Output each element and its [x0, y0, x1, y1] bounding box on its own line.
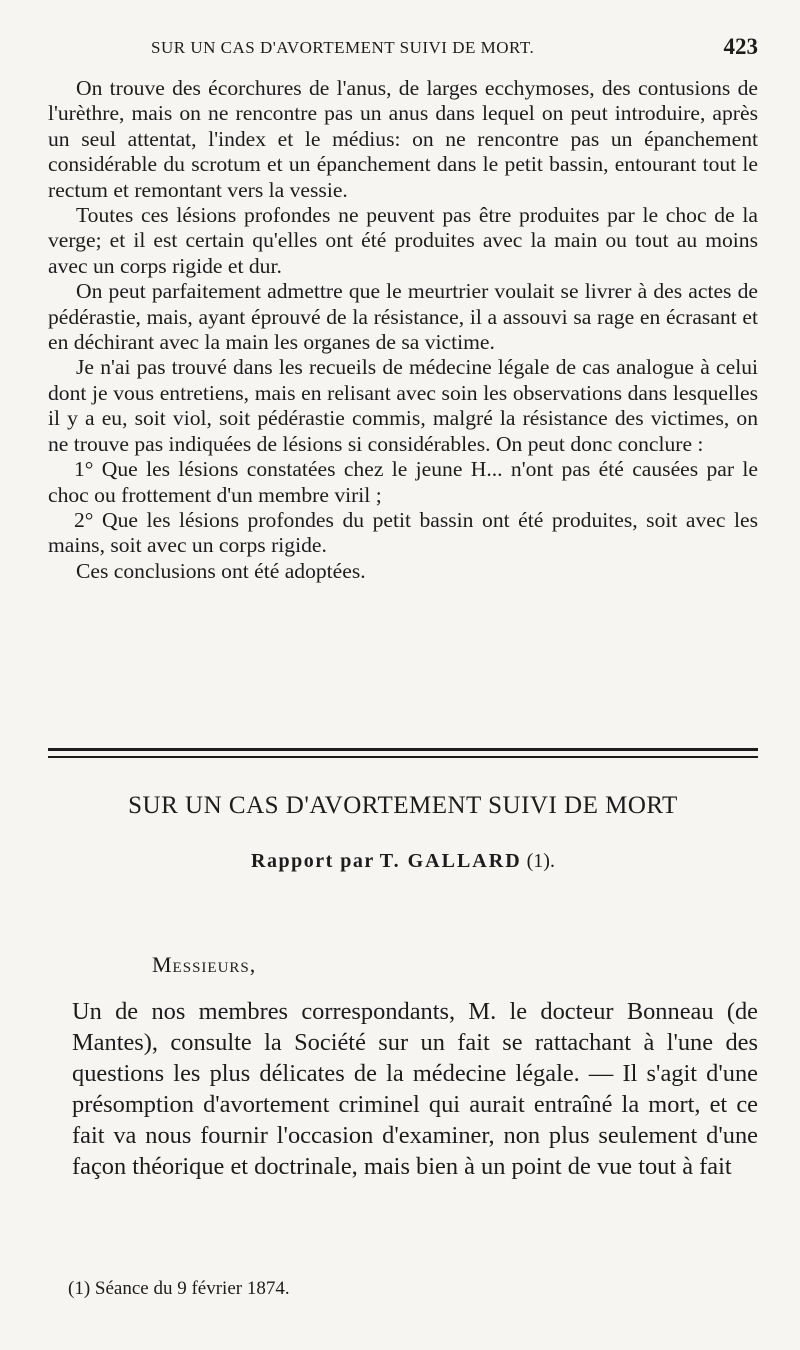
paragraph: Un de nos membres correspondants, M. le docteur Bonneau (de Mantes), consulte la Société sur un fait se rattachant à l'une des questions les plus délicates de la médecine légale. — Il s'agit d'une présomption d'avortement criminel qui aurait entraîné la mort, et ce fait va nous fournir l'occasion d'examiner, non plus seulement d'une façon théorique et doctrinale, mais bien à un point de vue tout à fait	[72, 998, 758, 1180]
paragraph: Ces conclusions ont été adoptées.	[76, 558, 366, 583]
paragraph: On trouve des écorchures de l'anus, de larges ecchymoses, des contusions de l'urèthre, mais on ne rencontre pas un anus dans lequel on peut introduire, après un seul attentat, l'index et le médius: on ne rencontre pas un épanchement considérable du scrotum et un épanchement dans le petit bassin, entourant tout le rectum et remontant vers la vessie.	[48, 76, 758, 202]
conclusion-item: 2° Que les lésions profondes du petit bassin ont été produites, soit avec les mains, soit avec un corps rigide.	[48, 507, 758, 558]
salutation: Messieurs,	[152, 952, 257, 977]
paragraph: On peut parfaitement admettre que le meurtrier voulait se livrer à des actes de pédérastie, mais, ayant éprouvé de la résistance, il a assouvi sa rage en écrasant et en déchirant avec la main les organes de sa victime.	[48, 279, 758, 355]
running-title: SUR UN CAS D'AVORTEMENT SUIVI DE MORT.	[151, 38, 535, 57]
footnote: (1) Séance du 9 février 1874.	[68, 1278, 290, 1299]
report-author: T. GALLARD	[379, 850, 522, 872]
section-title: SUR UN CAS D'AVORTEMENT SUIVI DE MORT	[128, 792, 678, 819]
page-number: 423	[723, 34, 758, 59]
report-byline	[48, 850, 758, 873]
running-head	[48, 34, 758, 68]
continued-report-text	[48, 76, 758, 584]
book-page	[48, 0, 758, 1350]
report-body	[72, 996, 758, 1182]
paragraph: Toutes ces lésions profondes ne peuvent pas être produites par le choc de la verge; et il est certain qu'elles ont été produites avec la main ou tout au moins avec un corps rigide et dur.	[48, 203, 758, 278]
section-divider	[48, 748, 758, 758]
paragraph: Je n'ai pas trouvé dans les recueils de médecine légale de cas analogue à celui dont je vous entretiens, mais en relisant avec soin les observations dans lesquelles il y a eu, soit viol, soit pédérastie commis, malgré la résistance des victimes, on ne trouve pas indiquées de lésions si considérables. On peut donc conclure :	[48, 355, 758, 456]
report-prefix: Rapport par	[251, 850, 375, 872]
footnote-ref: (1).	[526, 850, 555, 872]
conclusion-item: 1° Que les lésions constatées chez le jeune H... n'ont pas été causées par le choc ou frottement d'un membre viril ;	[48, 457, 758, 507]
